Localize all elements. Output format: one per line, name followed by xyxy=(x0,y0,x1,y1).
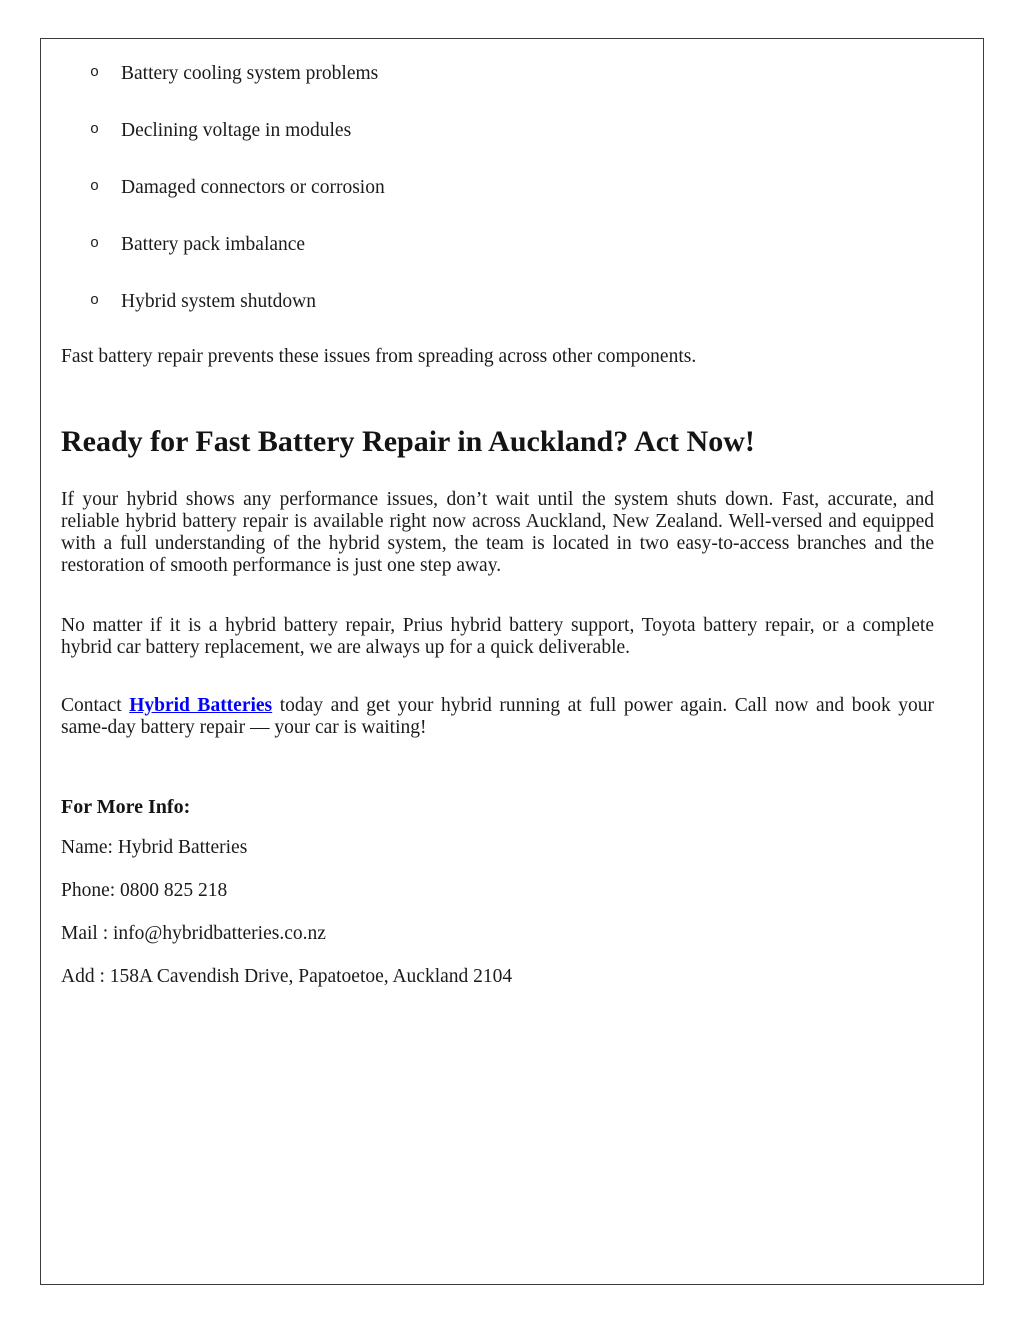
circle-bullet-icon: o xyxy=(90,235,100,252)
contact-paragraph xyxy=(61,695,934,739)
list-summary-paragraph: Fast battery repair prevents these issues from spreading across other components. xyxy=(61,346,697,367)
contact-suffix-text: today and get your hybrid running at full power again. Call now and book your same-day battery repair — your car is waiting! xyxy=(61,695,934,738)
body-paragraph-1: If your hybrid shows any performance issues, don’t wait until the system shuts down. Fast, accurate, and reliable hybrid battery repair is available right now across Auckland, New Zealand. Well-versed and equipped with a full understanding of the hybrid system, the team is located in two easy-to-access branches and the restoration of smooth performance is just one step away. xyxy=(61,489,934,576)
circle-bullet-icon: o xyxy=(90,64,100,81)
document-page xyxy=(40,38,984,1285)
body-paragraph-2: No matter if it is a hybrid battery repair, Prius hybrid battery support, Toyota battery repair, or a complete hybrid car battery replacement, we are always up for a quick deliverable. xyxy=(61,615,934,658)
more-info-heading: For More Info: xyxy=(61,796,191,818)
info-phone-line: Phone: 0800 825 218 xyxy=(61,880,228,901)
list-item xyxy=(61,234,934,255)
list-item-text: Battery pack imbalance xyxy=(121,234,306,255)
info-mail-line: Mail : info@hybridbatteries.co.nz xyxy=(61,923,326,944)
circle-bullet-icon: o xyxy=(90,178,100,195)
info-name-line: Name: Hybrid Batteries xyxy=(61,837,248,858)
hybrid-batteries-link[interactable]: Hybrid Batteries xyxy=(129,695,273,716)
contact-prefix-text: Contact xyxy=(61,695,130,716)
list-item-text: Hybrid system shutdown xyxy=(121,291,316,312)
circle-bullet-icon: o xyxy=(90,121,100,138)
list-item-text: Battery cooling system problems xyxy=(121,63,379,84)
circle-bullet-icon: o xyxy=(90,292,100,309)
list-item xyxy=(61,177,934,198)
section-heading: Ready for Fast Battery Repair in Auckland? Act Now! xyxy=(61,425,755,458)
list-item-text: Declining voltage in modules xyxy=(121,120,352,141)
issues-bullet-list xyxy=(61,63,934,312)
list-item xyxy=(61,63,934,84)
info-address-line: Add : 158A Cavendish Drive, Papatoetoe, Auckland 2104 xyxy=(61,966,513,987)
list-item xyxy=(61,120,934,141)
list-item-text: Damaged connectors or corrosion xyxy=(121,177,385,198)
list-item xyxy=(61,291,934,312)
